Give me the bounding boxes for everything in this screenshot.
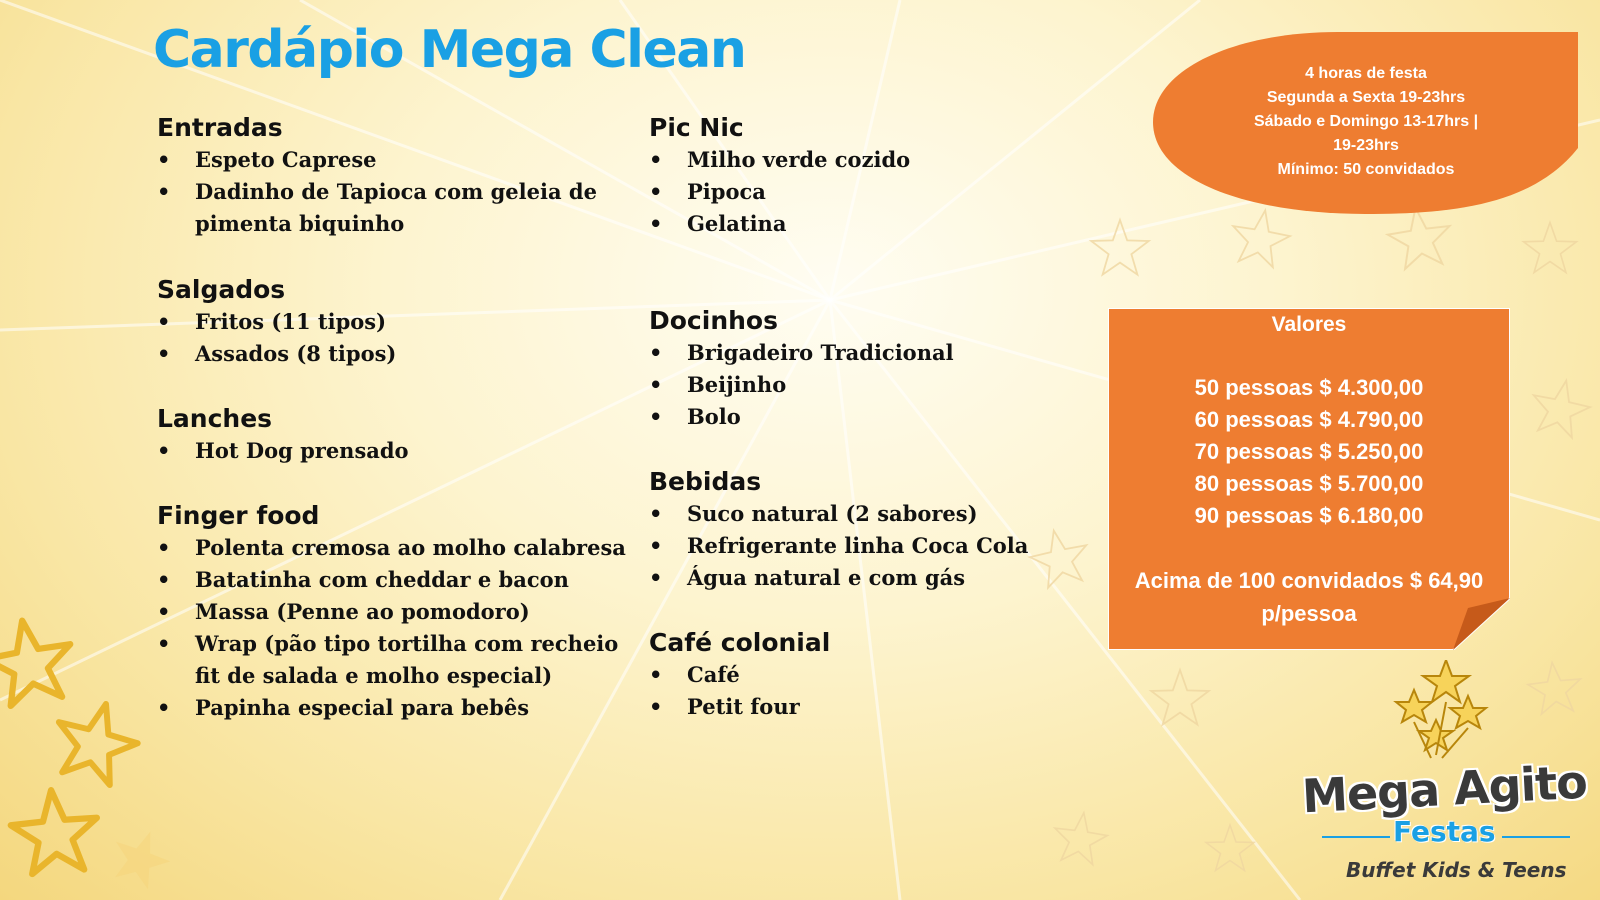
list-item: • Pipoca — [649, 176, 1069, 208]
section-heading: Café colonial — [649, 628, 831, 657]
info-line: Mínimo: 50 convidados — [1277, 161, 1455, 178]
party-info — [1216, 62, 1516, 182]
list-item-continued: fit de salada e molho especial) — [195, 663, 553, 688]
list-item: • Milho verde cozido — [649, 144, 1069, 176]
list-item: • Petit four — [649, 691, 1069, 723]
list-item: • Batatinha com cheddar e bacon — [157, 564, 637, 596]
list-item-continued: pimenta biquinho — [195, 211, 405, 236]
price-row: 70 pessoas $ 5.250,00 — [1194, 439, 1424, 464]
menu-section-pic-nic — [649, 112, 1069, 240]
menu-section-lanches — [157, 403, 637, 467]
list-item: • Hot Dog prensado — [157, 435, 637, 467]
logo-divider — [1502, 836, 1570, 838]
price-list — [1108, 372, 1510, 532]
list-item: • Gelatina — [649, 208, 1069, 240]
menu-section-cafe-colonial — [649, 627, 1069, 723]
star-icon — [1450, 696, 1486, 728]
info-line: Segunda a Sexta 19-23hrs — [1266, 89, 1466, 106]
section-heading: Entradas — [157, 113, 283, 142]
price-title: Valores — [1271, 313, 1347, 336]
menu-section-bebidas — [649, 466, 1069, 594]
list-item: • Wrap (pão tipo tortilha com recheio — [157, 628, 637, 660]
list-item: • Brigadeiro Tradicional — [649, 337, 1069, 369]
list-item: • Espeto Caprese — [157, 144, 637, 176]
info-line: 4 horas de festa — [1305, 65, 1427, 82]
list-item: • Papinha especial para bebês — [157, 692, 637, 724]
logo-tagline: Buffet Kids & Teens — [1346, 858, 1567, 882]
info-line: Sábado e Domingo 13-17hrs | — [1253, 113, 1479, 130]
info-line: 19-23hrs — [1333, 137, 1399, 154]
section-heading: Docinhos — [649, 306, 778, 335]
list-item: • Água natural e com gás — [649, 562, 1069, 594]
price-note: Acima de 100 convidados $ 64,90 p/pessoa — [1134, 568, 1484, 626]
section-heading: Bebidas — [649, 467, 762, 496]
price-row: 90 pessoas $ 6.180,00 — [1194, 503, 1424, 528]
section-heading: Pic Nic — [649, 113, 744, 142]
list-item: • Assados (8 tipos) — [157, 338, 637, 370]
list-item: • Dadinho de Tapioca com geleia de — [157, 176, 637, 208]
section-heading: Finger food — [157, 501, 320, 530]
menu-section-entradas — [157, 112, 637, 240]
menu-left-column — [157, 112, 637, 724]
price-content — [1108, 308, 1510, 630]
price-row: 80 pessoas $ 5.700,00 — [1194, 471, 1424, 496]
menu-section-salgados — [157, 274, 637, 370]
logo-title: Mega Agito — [1300, 754, 1589, 824]
list-item: • Bolo — [649, 401, 1069, 433]
star-icon — [1396, 690, 1432, 722]
menu-right-column — [649, 112, 1069, 723]
list-item: • Café — [649, 659, 1069, 691]
list-item: • Beijinho — [649, 369, 1069, 401]
list-item: • Polenta cremosa ao molho calabresa — [157, 532, 637, 564]
list-item: • Massa (Penne ao pomodoro) — [157, 596, 637, 628]
page-title: Cardápio Mega Clean — [153, 20, 746, 80]
menu-section-docinhos — [649, 305, 1069, 433]
list-item: • Fritos (11 tipos) — [157, 306, 637, 338]
star-icon — [1423, 660, 1469, 702]
list-item: • Suco natural (2 sabores) — [649, 498, 1069, 530]
price-row: 50 pessoas $ 4.300,00 — [1194, 375, 1424, 400]
section-heading: Salgados — [157, 275, 286, 304]
price-row: 60 pessoas $ 4.790,00 — [1194, 407, 1424, 432]
list-item: • Refrigerante linha Coca Cola — [649, 530, 1069, 562]
section-heading: Lanches — [157, 404, 273, 433]
logo-divider — [1322, 836, 1390, 838]
logo-subtitle: Festas — [1393, 815, 1496, 848]
menu-section-finger-food — [157, 500, 637, 724]
